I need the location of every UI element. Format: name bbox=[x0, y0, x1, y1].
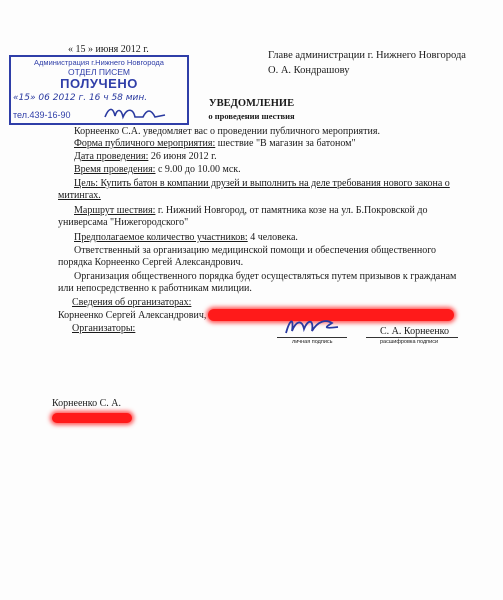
route-row bbox=[74, 205, 428, 217]
stamp-received-datetime: «15» 06 2012 г. 16 ч 58 мин. bbox=[13, 93, 148, 103]
time-label: Время проведения: bbox=[74, 164, 156, 175]
order-line-1: Организация общественного порядка будет осуществляться путем призывов к гражданам bbox=[74, 271, 457, 282]
order-line-2: или непосредственно к работникам милиции. bbox=[58, 283, 252, 294]
document-subtitle: о проведении шествия bbox=[208, 111, 295, 121]
medical-line-2: порядка Корнеенко Сергей Александрович. bbox=[58, 257, 244, 268]
stamp-received: ПОЛУЧЕНО bbox=[60, 76, 138, 91]
route-value-line-1: г. Нижний Новгород, от памятника козе на ул. Б.Покровской до bbox=[155, 205, 428, 216]
addressee-block bbox=[268, 48, 466, 78]
signatory-name: С. А. Корнеенко bbox=[380, 326, 449, 337]
time-row bbox=[74, 164, 241, 176]
organizer-name: Корнеенко Сергей Александрович, bbox=[58, 310, 207, 321]
addressee-line-2: О. А. Кондрашову bbox=[268, 65, 350, 76]
form-label: Форма публичного мероприятия: bbox=[74, 138, 216, 149]
medical-line-1: Ответственный за организацию медицинской помощи и обеспечения общественного bbox=[74, 245, 437, 256]
goal-label: Цель: bbox=[74, 178, 98, 189]
stamp-phone: тел.439-16-90 bbox=[13, 110, 71, 120]
goal-row bbox=[74, 178, 450, 190]
intro-text: Корнеенко С.А. уведомляет вас о проведении публичного мероприятия. bbox=[74, 126, 380, 137]
footer-name: Корнеенко С. А. bbox=[52, 398, 121, 409]
goal-value-line-1: Купить батон в компании друзей и выполнить на деле требования нового закона о bbox=[98, 178, 450, 189]
form-value: шествие "В магазин за батоном" bbox=[215, 138, 356, 149]
participants-value: 4 человека. bbox=[247, 232, 298, 243]
date-label: Дата проведения: bbox=[74, 151, 149, 162]
form-row bbox=[74, 138, 356, 150]
date-value: 26 июня 2012 г. bbox=[148, 151, 217, 162]
time-value: с 9.00 до 10.00 мск. bbox=[155, 164, 241, 175]
participants-label: Предполагаемое количество участников: bbox=[74, 232, 248, 243]
name-decoding-caption: расшифровка подписи bbox=[380, 339, 439, 345]
handwritten-signature bbox=[282, 313, 342, 337]
document-date: « 15 » июня 2012 г. bbox=[68, 44, 149, 55]
name-decoding-line bbox=[366, 337, 458, 338]
route-value-line-2: универсама "Нижегородского" bbox=[58, 217, 189, 228]
organizers-label: Организаторы: bbox=[72, 323, 136, 334]
stamp-organization: Администрация г.Нижнего Новгорода bbox=[34, 58, 164, 67]
route-label: Маршрут шествия: bbox=[74, 205, 156, 216]
signature-line bbox=[277, 337, 347, 338]
signature-caption: личная подпись bbox=[292, 339, 333, 345]
organizers-info-label: Сведения об организаторах: bbox=[72, 297, 192, 308]
redaction-footer-contacts bbox=[52, 413, 132, 423]
addressee-line-1: Главе администрации г. Нижнего Новгорода bbox=[268, 50, 466, 61]
participants-row bbox=[74, 232, 298, 244]
document-title: УВЕДОМЛЕНИЕ bbox=[208, 98, 295, 109]
goal-value-line-2: митингах. bbox=[58, 190, 101, 201]
date-row bbox=[74, 151, 217, 163]
stamp-department: ОТДЕЛ ПИСЕМ bbox=[68, 67, 130, 77]
